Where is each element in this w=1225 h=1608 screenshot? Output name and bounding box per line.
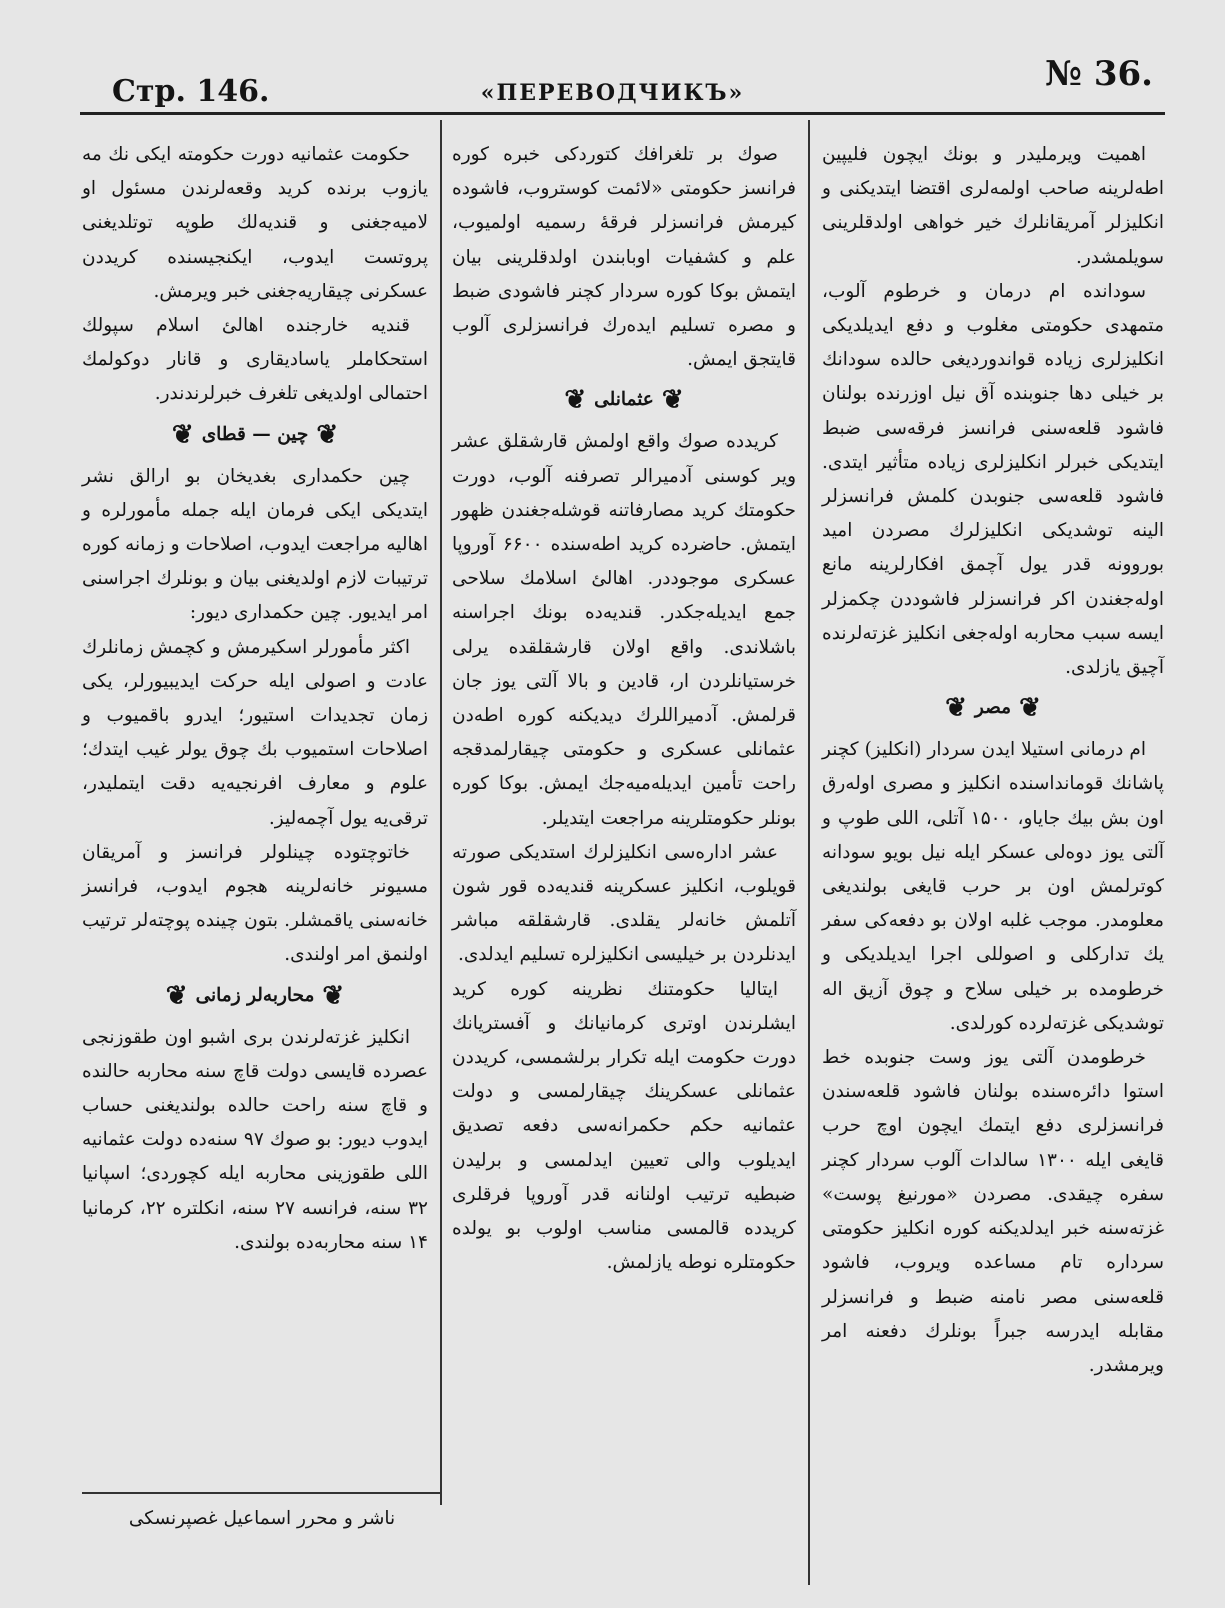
paragraph: حكومت عثمانيه دورت حكومته ايكى نك مه يازوب برنده كريد وقعه‌لرندن مسئول او لاميه‌جغنى و قنديه‌لك طوپه توتلديغنى پروتست ايدوب، ايكنجيسنده كريددن عسكرنى چيقاريه‌جغنى خبر ويرمش.	[82, 144, 428, 302]
column-middle	[452, 138, 796, 1281]
section-title: عثمانلى	[594, 389, 654, 411]
section-title: محاربه‌لر زمانى	[195, 984, 315, 1006]
section-heading-wars	[82, 981, 428, 1011]
paragraph: اهميت ويرمليدر و بونك ايچون فليپين اطه‌لرينه صاحب اولمه‌لرى اقتضا ايتديكنى و انكليزلر آمريقانلرك خير خواهى اولدقلرينى سويلمشدر.	[822, 144, 1164, 268]
paragraph: خاتوچتوده چينلولر فرانسز و آمريقان مسيونر خانه‌لرينه هجوم ايدوب، فرانسز خانه‌سنى ياقمشلر. بتون چينده پوچته‌لر ترتيب اولنمق امر اولندى.	[82, 841, 428, 966]
paragraph: چين حكمدارى بغديخان بو ارالق نشر ايتديكى ايكى فرمان ايله جمله مأمورلره و اهاليه مراجعت ايدوب، اصلاحات و زمانه كوره ترتيبات لازم اولديغنى بيان و بونلرك اجراسنى امر ايديور. چين حكمدارى ديور:	[82, 465, 428, 624]
paragraph: كريدده صوك واقع اولمش قارشقلق عشر وير كوسنى آدميرالر تصرفنه آلوب، دورت حكومتك كريد مصارفاتنه قوشله‌جغندن ظهور ايتمش. حاضرده كريد اطه‌سنده ۶۶۰۰ آوروپا عسكرى موجوددر. اهالئ اسلامك سلاحى جمع ايديله‌جكدر. قنديه‌ده بونك اجراسنه باشلاندى. واقع اولان قارشقلقده يرلى خرستيانلردن ار، قادين و بالا آلتى يوز جان قرلمش. آدميراللرك ديديكنه كوره اطه‌دن عثمانلى عسكرى و حكومتى چيقارلمدقجه راحت تأمين ايديله‌ميه‌جك ايمش. بوكا كوره بونلر حكومتلرينه مراجعت ايتديلر.	[452, 431, 796, 829]
column-right	[822, 138, 1164, 1383]
paragraph: عشر اداره‌سى انكليزلرك استديكى صورته قويلوب، انكليز عسكرينه قنديه‌ده قور شون آتلمش خانه‌لر يقلدى. قارشقلقه مباشر ايدنلردن بر خيليسى انكليزلره تسليم ايدلدى.	[452, 841, 796, 966]
column-divider-left	[440, 120, 442, 1505]
ornament-icon: ❦	[564, 385, 587, 416]
footer-rule	[82, 1492, 442, 1494]
ornament-icon: ❦	[661, 385, 684, 416]
publisher-footer: ناشر و محرر اسماعيل غصپرنسكى	[128, 1508, 396, 1529]
ornament-icon: ❦	[316, 419, 339, 450]
ornament-icon: ❦	[1019, 693, 1041, 724]
section-heading-egypt	[822, 693, 1164, 723]
column-divider-right	[808, 120, 810, 1585]
paragraph: سودانده ام درمان و خرطوم آلوب، متمهدى حكومتى مغلوب و دفع ايديلديكى انكليزلرى زياده قواندورديغى حالده سودانك بر خيلى دها جنوبنده آق نيل اوزرنده بولنان فاشود قلعه‌سنى فرانسز فرقه‌سى ضبط ايتديكى خبرلر انكليزلرى زياده متأثير ايتدى. فاشود قلعه‌سى جنوبدن كلمش فرانسزلر الينه توشديكى انكليزلرك مصردن اميد بوروونه قدر يول آچمق افكارلرينه مانع اوله‌جغندن اكر فرانسزلر فاشوددن چكمزلر ايسه سبب محاربه اوله‌جغى انكليز غزته‌لرنده آچيق يازلدى.	[822, 280, 1164, 679]
paragraph: ام درمانى استيلا ايدن سردار (انكليز) كچنر پاشانك قومانداسنده انكليز و مصرى اوله‌رق اون بش بيك جاياو، ۱۵۰۰ آتلى، اللى طوپ و آلتى يوز دوه‌لى عسكر ايله نيل بويو سودانه كوترلمش اون بر حرب قايغى بولنديغى معلومدر. موجب غلبه اولان بو دفعه‌كى سفر يك تداركلى و اصوللى اجرا ايديلديكى و خرطومده بر خيلى سلاح و چوق آزيق اله توشديكى غزته‌لرده كورلدى.	[822, 739, 1164, 1034]
section-title: چين — قطاى	[201, 423, 309, 445]
paragraph: قنديه خارجنده اهالئ اسلام سپولك استحكاملر ياساديقارى و قانار دوكولمك احتمالى اولديغى تلغرف خبرلرندندر.	[82, 315, 428, 405]
paragraph: ايتاليا حكومتنك نظرينه كوره كريد ايشلرندن اوترى كرمانيانك و آفستريانك دورت حكومت ايله تكرار برلشمسى، كريددن عثمانلى عسكرينك چيقارلمسى و دولت عثمانيه حكم حكمرانه‌سى دفعه تصديق ايديلوب والى تعيين ايدلمسى و برليدن ضبطيه ترتيب اولنانه قدر آوروپا فرقلرى كريدده قالمسى مناسب اولوب بو يولده حكومتلره نوطه يازلمش.	[452, 978, 796, 1274]
page-header	[0, 40, 1225, 110]
ornament-icon: ❦	[322, 980, 345, 1011]
newspaper-title: «ПЕРЕВОДЧИКЪ»	[480, 80, 745, 106]
column-left	[82, 138, 428, 1260]
ornament-icon: ❦	[165, 980, 188, 1011]
ornament-icon: ❦	[171, 419, 194, 450]
paragraph: انكليز غزته‌لرندن برى اشبو اون طقوزنجى عصرده قايسى دولت قاچ سنه محاربه حالنده و قاچ سنه راحت حالده بولنديغنى حساب ايدوب ديور: بو صوك ۹۷ سنه‌ده دولت عثمانيه اللى طقوزينى محاربه ايله كچوردى؛ اسپانيا ۳۲ سنه، فرانسه ۲۷ سنه، انكلتره ۲۲، كرمانيا ۱۴ سنه محاربه‌ده بولندى.	[82, 1026, 429, 1253]
issue-number: № 36.	[1045, 54, 1153, 94]
section-heading-china	[82, 420, 428, 450]
section-heading-ottoman	[452, 385, 796, 415]
paragraph: اكثر مأمورلر اسكيرمش و كچمش زمانلرك عادت و اصولى ايله حركت ايديبيورلر، يكى زمان تجديدات استيور؛ ايدرو باقميوب و اصلاحات استميوب بك چوق يولر غيب ايتدك؛ علوم و معارف افرنجيه‌يه دقت ايتمليدر، ترقى‌يه يول آچمه‌ليز.	[82, 636, 428, 829]
page-number: Стр. 146.	[112, 74, 270, 109]
ornament-icon: ❦	[945, 693, 967, 724]
header-rule	[80, 112, 1165, 115]
paragraph: خرطومدن آلتى يوز وست جنوبده خط استوا دائره‌سنده بولنان فاشود قلعه‌سندن فرانسزلرى دفع ايتمك ايچون اوچ حرب قايغى ايله ۱۳۰۰ سالدات آلوب سردار كچنر سفره چيقدى. مصردن «مورنيغ پوست» غزته‌سنه خبر ايدلديكنه كوره انكليز حكومتى سرداره تام مساعده ويروب، فاشود قلعه‌سنى مصر نامنه ضبط و فرانسزلر مقابله ايدرسه جبراً بونلرك دفعنه امر ويرمشدر.	[822, 1047, 1164, 1376]
paragraph: صوك بر تلغرافك كتوردكى خبره كوره فرانسز حكومتى «لائمت كوستروب، فاشوده كيرمش فرانسزلر فرقهٔ رسميه اولميوب، علم و كشفيات اوبابندن اولدقلرينى بيان ايتمش بوكا كوره سردار كچنر فاشودى ضبط و مصره تسليم ايده‌رك فرانسزلرى آلوب قايتجق ايمش.	[452, 144, 796, 371]
section-title: مصر	[974, 697, 1012, 719]
